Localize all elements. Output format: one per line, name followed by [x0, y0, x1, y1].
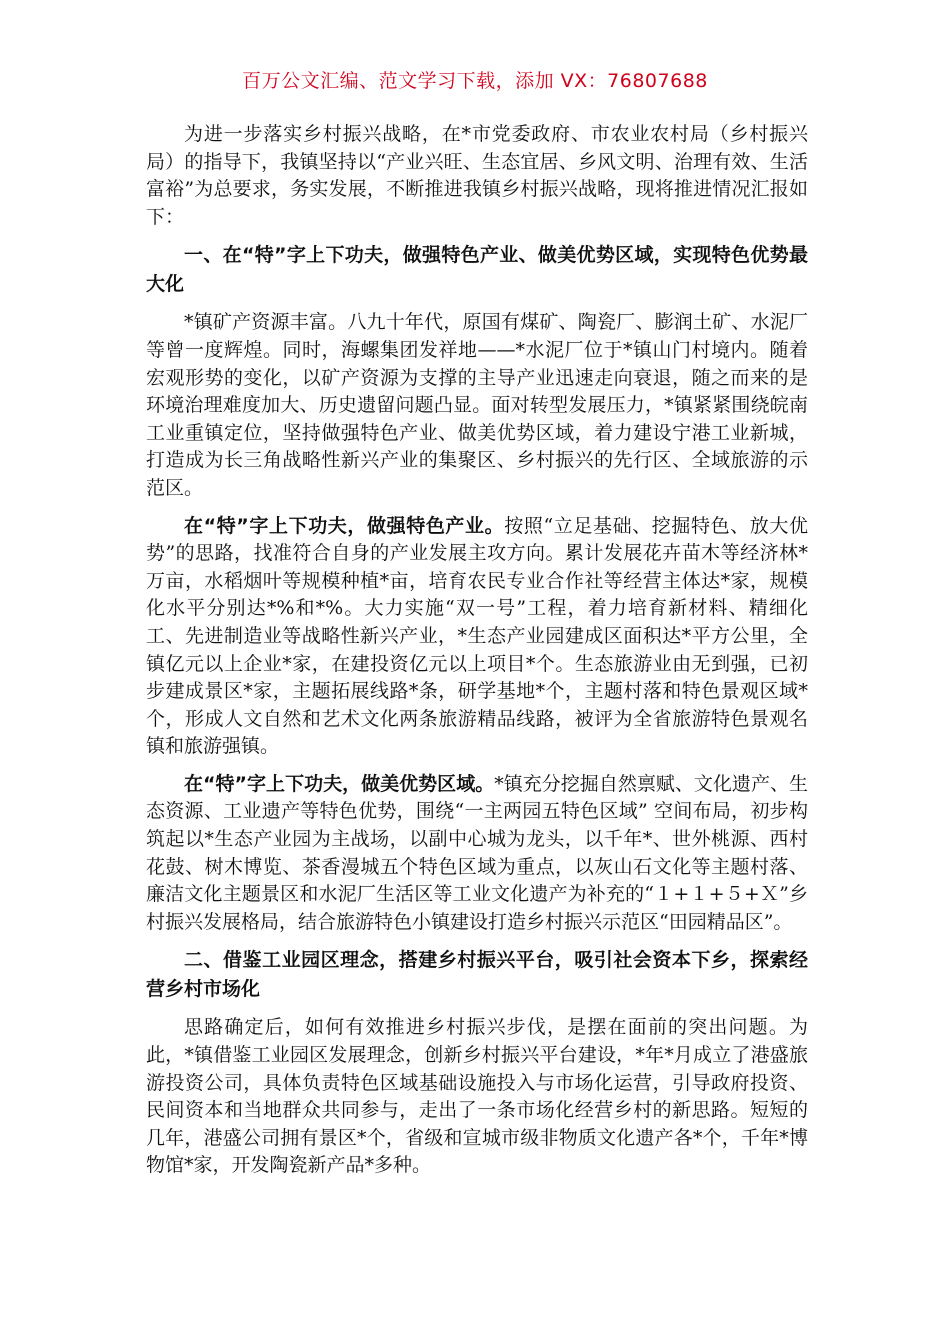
paragraph-lead-bold: 在“特”字上下功夫，做强特色产业。	[184, 514, 505, 537]
section-1-paragraph-1: *镇矿产资源丰富。八九十年代，原国有煤矿、陶瓷厂、膨润土矿、水泥厂等曾一度辉煌。同时，海螺集团发祥地——*水泥厂位于*镇山门村境内。随着宏观形势的变化，以矿产资源为支撑的主导产业迅速走向衰退，随之而来的是环境治理难度加大、历史遗留问题凸显。面对转型发展压力，*镇紧紧围绕皖南工业重镇定位，坚持做强特色产业、做美优势区域，着力建设宁港工业新城，打造成为长三角战略性新兴产业的集聚区、乡村振兴的先行区、全域旅游的示范区。	[146, 311, 808, 499]
section-1-paragraph-2	[146, 513, 808, 761]
paragraph-text: 按照“立足基础、挖掘特色、放大优势”的思路，找准符合自身的产业发展主攻方向。累计发展花卉苗木等经济林*万亩，水稻烟叶等规模种植*亩，培育农民专业合作社等经营主体达*家，规模化水平分别达*%和*%。大力实施“双一号”工程，着力培育新材料、精细化工、先进制造业等战略性新兴产业，*生态产业园建成区面积达*平方公里，全镇亿元以上企业*家，在建投资亿元以上项目*个。生态旅游业由无到强，已初步建成景区*家，主题拓展线路*条，研学基地*个，主题村落和特色景观区域*个，形成人文自然和艺术文化两条旅游精品线路，被评为全省旅游特色景观名镇和旅游强镇。	[146, 514, 808, 758]
section-1-heading: 一、在“特”字上下功夫，做强特色产业、做美优势区域，实现特色优势最大化	[146, 244, 808, 296]
promo-header: 百万公文汇编、范文学习下载，添加 VX：76807688	[242, 70, 708, 92]
section-1-paragraph-3	[146, 771, 808, 937]
section-2-heading: 二、借鉴工业园区理念，搭建乡村振兴平台，吸引社会资本下乡，探索经营乡村市场化	[146, 949, 808, 1001]
paragraph-text: *镇充分挖掘自然禀赋、文化遗产、生态资源、工业遗产等特色优势，围绕“一主两园五特色区域” 空间布局，初步构筑起以*生态产业园为主战场，以副中心城为龙头，以千年*、世外桃源、西村花鼓、树木博览、茶香漫城五个特色区域为重点，以灰山石文化等主题村落、廉洁文化主题景区和水泥厂生活区等工业文化遗产为补充的“１+１+５+Ｘ”乡村振兴发展格局，结合旅游特色小镇建设打造乡村振兴示范区“田园精品区”。	[146, 772, 808, 933]
intro-paragraph: 为进一步落实乡村振兴战略，在*市党委政府、市农业农村局（乡村振兴局）的指导下，我镇坚持以“产业兴旺、生态宜居、乡风文明、治理有效、生活富裕”为总要求，务实发展，不断推进我镇乡村振兴战略，现将推进情况汇报如下：	[146, 123, 808, 228]
section-2-paragraph-1: 思路确定后，如何有效推进乡村振兴步伐，是摆在面前的突出问题。为此，*镇借鉴工业园区发展理念，创新乡村振兴平台建设，*年*月成立了港盛旅游投资公司，具体负责特色区域基础设施投入与市场化运营，引导政府投资、民间资本和当地群众共同参与，走出了一条市场化经营乡村的新思路。短短的几年，港盛公司拥有景区*个，省级和宣城市级非物质文化遗产各*个，千年*博物馆*家，开发陶瓷新产品*多种。	[146, 1016, 808, 1177]
document-body	[146, 121, 808, 1180]
paragraph-lead-bold: 在“特”字上下功夫，做美优势区域。	[184, 772, 495, 795]
